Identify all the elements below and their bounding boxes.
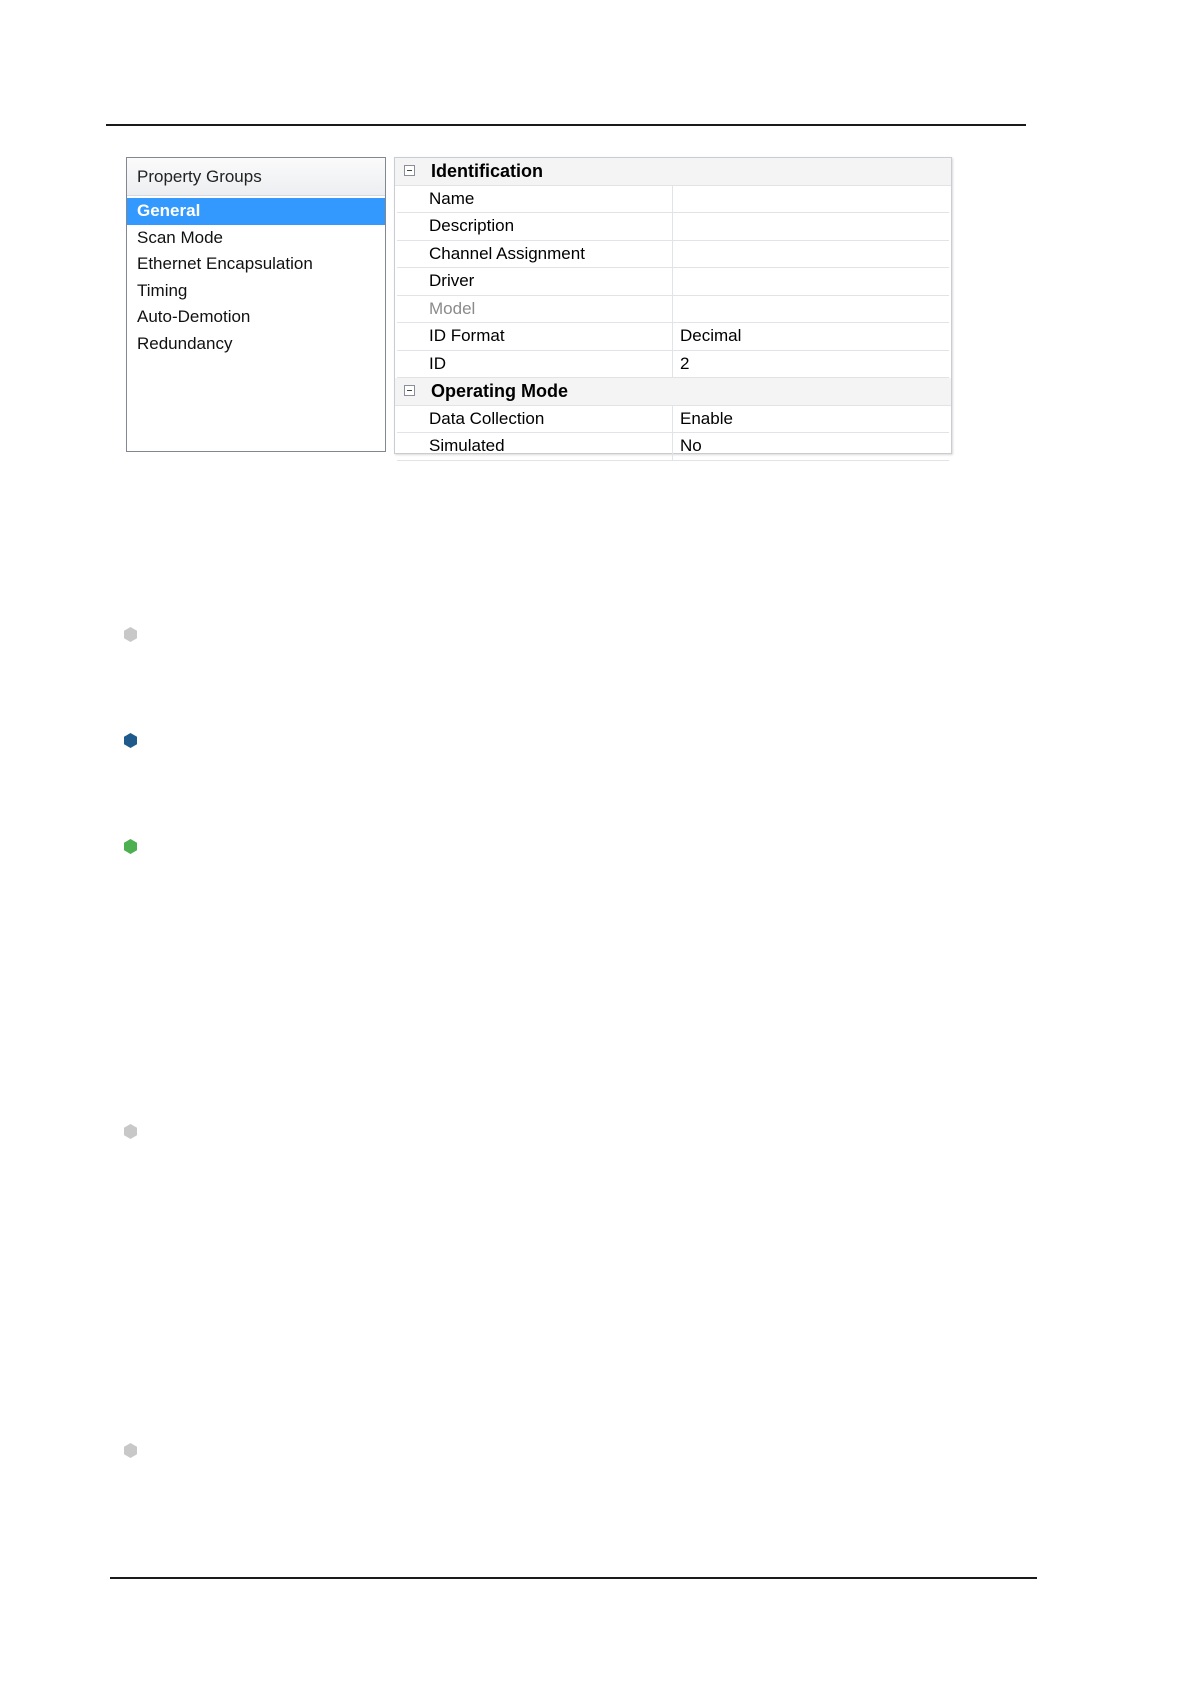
category-label: Identification bbox=[431, 161, 543, 181]
property-value[interactable] bbox=[673, 186, 949, 213]
property-row-name[interactable] bbox=[397, 186, 949, 214]
property-value[interactable]: Enable bbox=[680, 408, 733, 428]
header-rule bbox=[106, 124, 1026, 126]
group-item-timing[interactable]: Timing bbox=[137, 280, 188, 300]
bullet-hexagon-icon bbox=[124, 1443, 137, 1458]
bullet-hexagon-icon bbox=[124, 733, 137, 748]
property-row-id-format[interactable] bbox=[397, 323, 949, 351]
property-grid bbox=[394, 157, 952, 454]
property-name: Model bbox=[397, 296, 673, 323]
property-value bbox=[673, 296, 949, 323]
property-groups-header: Property Groups bbox=[127, 158, 385, 196]
property-row-simulated[interactable] bbox=[397, 433, 949, 461]
property-value[interactable]: Decimal bbox=[680, 326, 742, 345]
property-name[interactable]: Name bbox=[397, 186, 673, 213]
group-item-general[interactable]: General bbox=[127, 198, 385, 225]
collapse-icon[interactable] bbox=[404, 385, 415, 396]
property-value[interactable]: 2 bbox=[680, 353, 690, 373]
footer-rule bbox=[110, 1577, 1037, 1579]
property-name[interactable]: Simulated bbox=[397, 433, 673, 460]
property-name[interactable]: Description bbox=[397, 213, 673, 240]
bullet-hexagon-icon bbox=[124, 1124, 137, 1139]
category-identification bbox=[395, 158, 951, 186]
collapse-icon[interactable] bbox=[404, 165, 415, 176]
property-name[interactable]: ID bbox=[397, 351, 673, 378]
group-item-scan-mode[interactable]: Scan Mode bbox=[137, 227, 223, 247]
property-row-data-collection[interactable] bbox=[397, 406, 949, 434]
property-name[interactable]: Driver bbox=[397, 268, 673, 295]
property-row-id[interactable] bbox=[397, 351, 949, 379]
property-row-model bbox=[397, 296, 949, 324]
property-row-description[interactable] bbox=[397, 213, 949, 241]
category-label: Operating Mode bbox=[431, 381, 569, 401]
bullet-hexagon-icon bbox=[124, 627, 137, 642]
category-operating-mode bbox=[395, 378, 951, 406]
property-groups-panel bbox=[126, 157, 386, 452]
property-value[interactable] bbox=[673, 268, 949, 295]
group-item-ethernet-encapsulation[interactable]: Ethernet Encapsulation bbox=[137, 254, 313, 273]
group-item-auto-demotion[interactable]: Auto-Demotion bbox=[137, 307, 251, 326]
bullet-hexagon-icon bbox=[124, 839, 137, 854]
property-value[interactable] bbox=[673, 213, 949, 240]
property-value[interactable]: No bbox=[680, 436, 702, 455]
property-row-driver[interactable] bbox=[397, 268, 949, 296]
property-row-channel-assignment[interactable] bbox=[397, 241, 949, 269]
property-name[interactable]: Data Collection bbox=[397, 406, 673, 433]
property-name[interactable]: ID Format bbox=[397, 323, 673, 350]
group-item-redundancy[interactable]: Redundancy bbox=[137, 333, 233, 353]
property-name[interactable]: Channel Assignment bbox=[397, 241, 673, 268]
property-value[interactable] bbox=[673, 241, 949, 268]
